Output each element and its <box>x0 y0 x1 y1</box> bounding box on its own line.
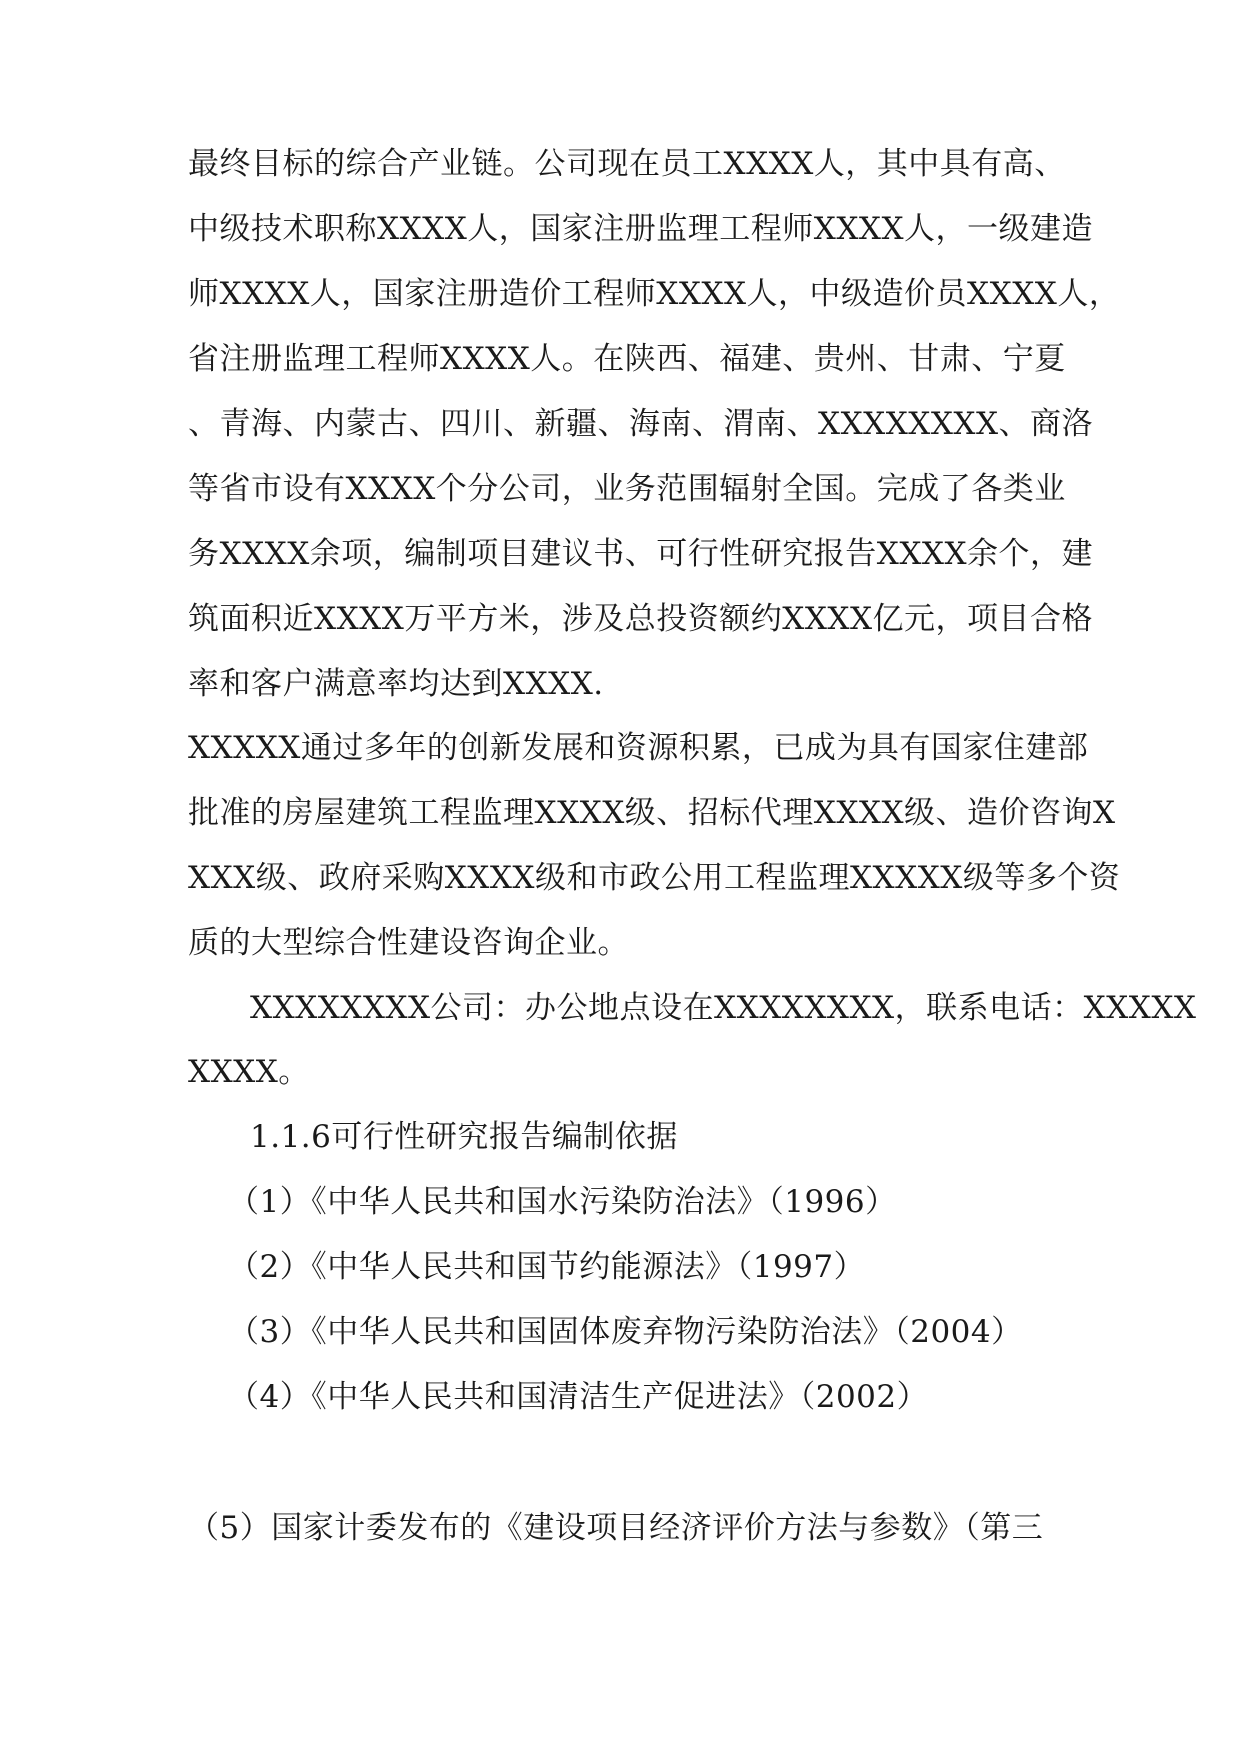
text-line: 中级技术职称XXXX人，国家注册监理工程师XXXX人，一级建造 <box>188 211 1094 247</box>
section-heading: 1.1.6可行性研究报告编制依据 <box>250 1119 678 1155</box>
reference-item: （2）《中华人民共和国节约能源法》（1997） <box>228 1249 866 1285</box>
text-line: 务XXXX余项，编制项目建议书、可行性研究报告XXXX余个，建 <box>188 536 1094 572</box>
text-line: XXXXXXXX公司：办公地点设在XXXXXXXX，联系电话：XXXXX <box>250 990 1197 1026</box>
text-line: 率和客户满意率均达到XXXX. <box>188 666 604 702</box>
text-line: 批准的房屋建筑工程监理XXXX级、招标代理XXXX级、造价咨询X <box>188 795 1116 831</box>
reference-item: （5）国家计委发布的《建设项目经济评价方法与参数》（第三 <box>188 1510 1044 1546</box>
text-line: 、青海、内蒙古、四川、新疆、海南、渭南、XXXXXXXX、商洛 <box>188 406 1094 442</box>
text-line: 最终目标的综合产业链。公司现在员工XXXX人，其中具有高、 <box>188 146 1066 182</box>
text-line: 筑面积近XXXX万平方米，涉及总投资额约XXXX亿元，项目合格 <box>188 601 1094 637</box>
text-line: XXXXX通过多年的创新发展和资源积累，已成为具有国家住建部 <box>188 730 1089 766</box>
text-line: 省注册监理工程师XXXX人。在陕西、福建、贵州、甘肃、宁夏 <box>188 341 1066 377</box>
text-line: 等省市设有XXXX个分公司，业务范围辐射全国。完成了各类业 <box>188 471 1066 507</box>
reference-item: （1）《中华人民共和国水污染防治法》（1996） <box>228 1184 897 1220</box>
reference-item: （4）《中华人民共和国清洁生产促进法》（2002） <box>228 1379 929 1415</box>
reference-item: （3）《中华人民共和国固体废弃物污染防治法》（2004） <box>228 1314 1023 1350</box>
text-line: XXXX。 <box>188 1054 310 1090</box>
text-line: 师XXXX人，国家注册造价工程师XXXX人，中级造价员XXXX人， <box>188 276 1121 312</box>
text-line: XXX级、政府采购XXXX级和市政公用工程监理XXXXX级等多个资 <box>188 860 1121 896</box>
text-line: 质的大型综合性建设咨询企业。 <box>188 925 629 961</box>
